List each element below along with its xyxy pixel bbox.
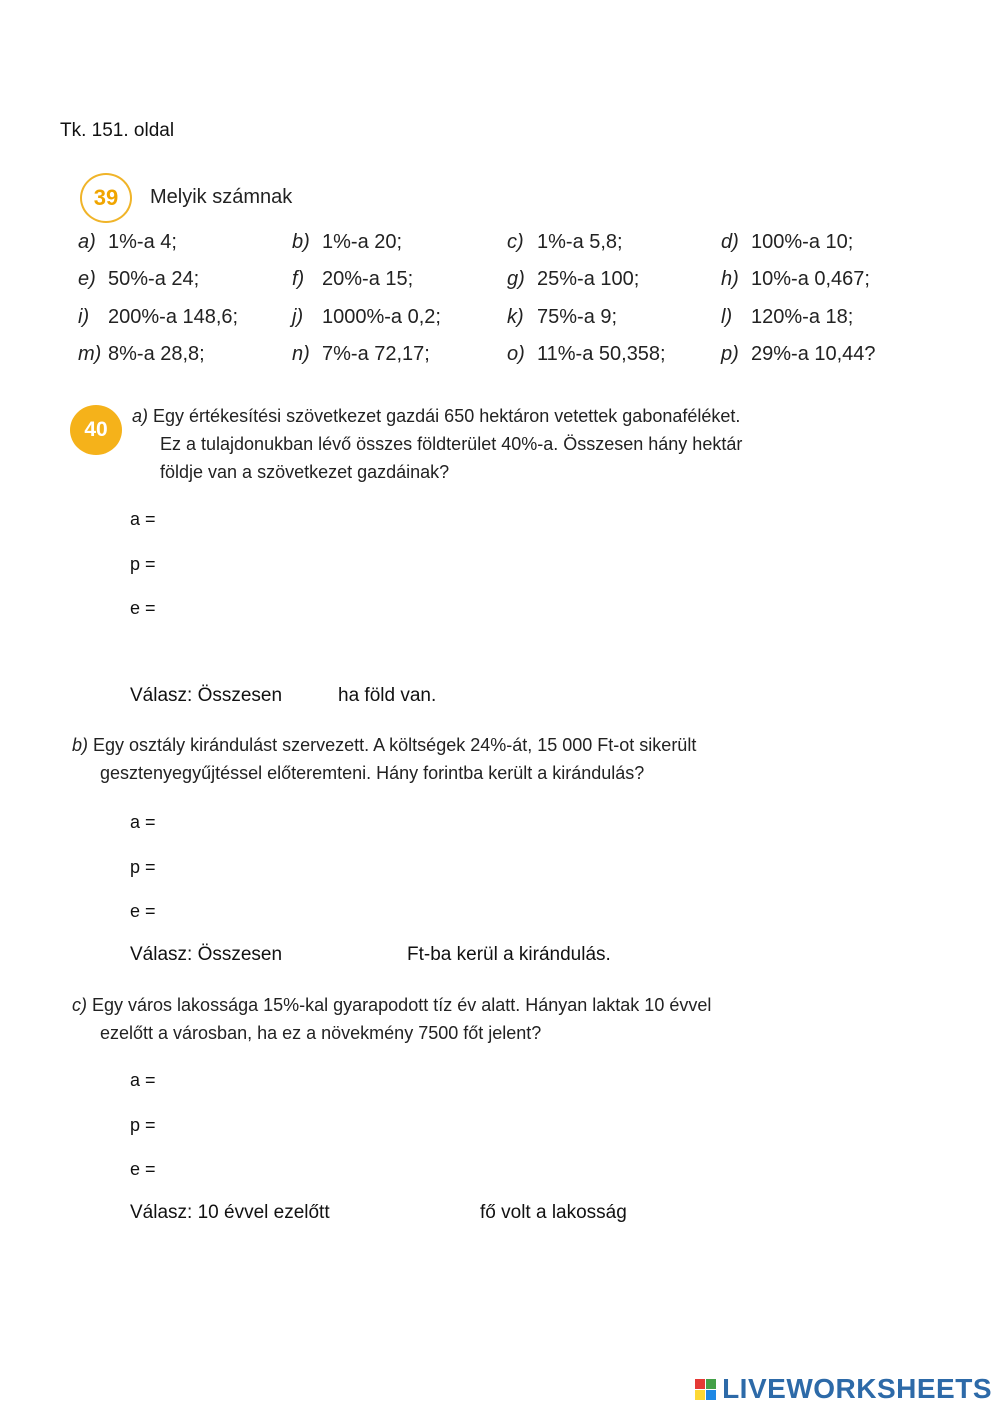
exercise-39-item <box>507 306 617 329</box>
task-b-line1: Egy osztály kirándulást szervezett. A költségek 24%-át, 15 000 Ft-ot sikerült <box>93 735 697 755</box>
exercise-39-item-text: 1%-a 4; <box>108 231 177 253</box>
logo-text: LIVEWORKSHEETS <box>722 1373 992 1404</box>
task-a-label: a) <box>132 406 149 426</box>
exercise-39-item-label: k) <box>507 306 524 328</box>
exercise-40-number: 40 <box>70 405 122 455</box>
exercise-39-item-label: d) <box>721 231 739 253</box>
task-a-line1: Egy értékesítési szövetkezet gazdái 650 hektáron vetettek gabonaféléket. <box>153 406 741 426</box>
task-b-line2: gesztenyegyűjtéssel előteremteni. Hány forintba került a kirándulás? <box>100 763 645 783</box>
task-c-line2: ezelőtt a városban, ha ez a növekmény 7500 főt jelent? <box>100 1023 542 1043</box>
task-c-field-a: a = <box>130 1070 156 1090</box>
exercise-39-item-text: 1000%-a 0,2; <box>322 306 441 328</box>
exercise-39-item-text: 50%-a 24; <box>108 268 200 290</box>
task-c-field-p: p = <box>130 1115 156 1135</box>
exercise-39-item-label: l) <box>721 306 733 328</box>
exercise-39-item-label: c) <box>507 231 524 253</box>
task-a-answer-suffix: ha föld van. <box>338 685 437 706</box>
exercise-39-item-text: 1%-a 5,8; <box>537 231 623 253</box>
exercise-39-item-label: e) <box>78 268 96 290</box>
exercise-39-item <box>292 343 430 366</box>
exercise-39-item <box>78 231 177 254</box>
task-a-field-a: a = <box>130 509 156 529</box>
exercise-39-item <box>78 306 238 329</box>
exercise-39-item <box>507 343 666 366</box>
exercise-39-item-label: i) <box>78 306 90 328</box>
exercise-39-item-label: m) <box>78 343 102 365</box>
exercise-39-item-text: 11%-a 50,358; <box>537 343 666 365</box>
exercise-39-item-text: 10%-a 0,467; <box>751 268 870 290</box>
exercise-39-item-text: 29%-a 10,44? <box>751 343 876 365</box>
exercise-39-item-text: 1%-a 20; <box>322 231 403 253</box>
exercise-39-item <box>292 268 413 291</box>
task-b-answer-suffix: Ft-ba kerül a kirándulás. <box>407 944 611 965</box>
exercise-39-item <box>721 268 870 291</box>
page-reference: Tk. 151. oldal <box>60 120 175 141</box>
exercise-39-item-text: 8%-a 28,8; <box>108 343 205 365</box>
task-c-answer-suffix: fő volt a lakosság <box>480 1202 627 1223</box>
exercise-39-item <box>78 268 199 291</box>
exercise-39-item-label: o) <box>507 343 525 365</box>
task-c-field-e: e = <box>130 1159 156 1179</box>
exercise-39-item-text: 7%-a 72,17; <box>322 343 430 365</box>
task-b-field-e: e = <box>130 901 156 921</box>
exercise-39-item-label: p) <box>721 343 739 365</box>
exercise-39-item <box>721 343 876 366</box>
task-b-answer-prefix: Válasz: Összesen <box>130 944 283 965</box>
task-a-field-e: e = <box>130 598 156 618</box>
exercise-39-item-text: 20%-a 15; <box>322 268 414 290</box>
exercise-39-item-label: h) <box>721 268 739 290</box>
task-a-text <box>132 402 742 486</box>
task-a-answer-prefix: Válasz: Összesen <box>130 685 283 706</box>
exercise-39-item <box>292 231 402 254</box>
task-a-line2: Ez a tulajdonukban lévő összes földterület 40%-a. Összesen hány hektár <box>160 434 743 454</box>
task-b-field-a: a = <box>130 812 156 832</box>
exercise-39-title: Melyik számnak <box>150 186 293 208</box>
liveworksheets-logo[interactable] <box>695 1373 992 1405</box>
task-a-field-p: p = <box>130 554 156 574</box>
exercise-39-number: 39 <box>80 173 132 223</box>
exercise-39-item-label: b) <box>292 231 310 253</box>
exercise-39-item-label: f) <box>292 268 305 290</box>
exercise-39-item-label: n) <box>292 343 310 365</box>
exercise-39-item-text: 120%-a 18; <box>751 306 854 328</box>
task-a-line3: földje van a szövetkezet gazdáinak? <box>160 462 450 482</box>
task-b-text <box>72 731 696 787</box>
task-b-label: b) <box>72 735 89 755</box>
exercise-39-item-label: j) <box>292 306 304 328</box>
exercise-39-item-text: 25%-a 100; <box>537 268 640 290</box>
exercise-39-item <box>721 231 853 254</box>
exercise-39-item-text: 100%-a 10; <box>751 231 854 253</box>
exercise-39-item <box>507 231 623 254</box>
exercise-39-item <box>507 268 639 291</box>
exercise-39-item <box>78 343 205 366</box>
logo-icon <box>695 1379 716 1400</box>
exercise-39-item-text: 200%-a 148,6; <box>108 306 239 328</box>
exercise-39-item-text: 75%-a 9; <box>537 306 618 328</box>
task-c-text <box>72 991 711 1047</box>
exercise-39-item <box>721 306 853 329</box>
exercise-39-item <box>292 306 441 329</box>
exercise-39-item-label: a) <box>78 231 96 253</box>
task-b-field-p: p = <box>130 857 156 877</box>
task-c-answer-prefix: Válasz: 10 évvel ezelőtt <box>130 1202 330 1223</box>
task-c-label: c) <box>72 995 87 1015</box>
exercise-39-item-label: g) <box>507 268 525 290</box>
task-c-line1: Egy város lakossága 15%-kal gyarapodott tíz év alatt. Hányan laktak 10 évvel <box>92 995 712 1015</box>
